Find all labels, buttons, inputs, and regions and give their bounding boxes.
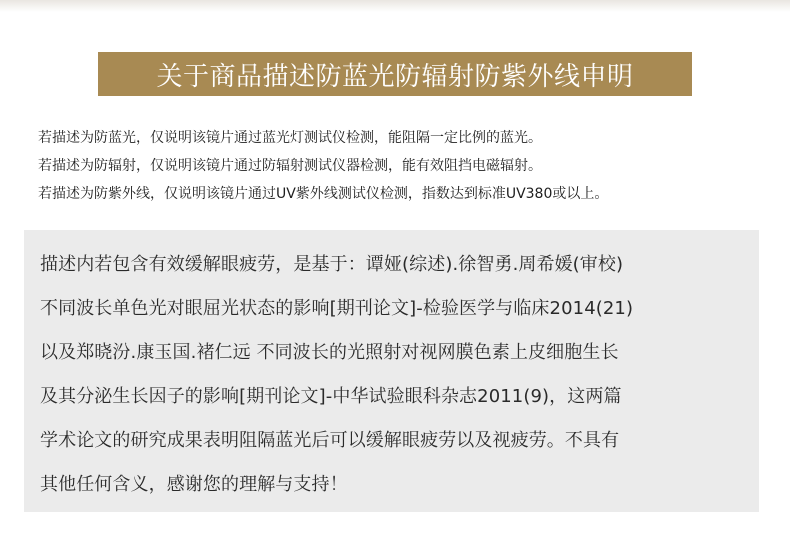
note-line: 以及郑晓汾.康玉国.褚仁远 不同波长的光照射对视网膜色素上皮细胞生长 — [40, 342, 619, 363]
note-line: 描述内若包含有效缓解眼疲劳，是基于：谭娅(综述).徐智勇.周希媛(审校) — [40, 254, 624, 275]
statement-uv: 若描述为防紫外线，仅说明该镜片通过UV紫外线测试仪检测，指数达到标准UV380或以上。 — [38, 186, 609, 202]
top-shade — [0, 0, 790, 12]
disclaimer-statements — [38, 124, 768, 208]
eye-fatigue-note — [24, 230, 759, 512]
statement-blue-light: 若描述为防蓝光，仅说明该镜片通过蓝光灯测试仪检测，能阻隔一定比例的蓝光。 — [38, 130, 542, 146]
note-line: 不同波长单色光对眼屈光状态的影响[期刊论文]-检验医学与临床2014(21) — [40, 298, 634, 319]
page-title: 关于商品描述防蓝光防辐射防紫外线申明 — [156, 61, 634, 92]
note-line: 其他任何含义，感谢您的理解与支持！ — [40, 474, 348, 495]
note-line: 及其分泌生长因子的影响[期刊论文]-中华试验眼科杂志2011(9)，这两篇 — [40, 386, 622, 407]
note-line: 学术论文的研究成果表明阻隔蓝光后可以缓解眼疲劳以及视疲劳。不具有 — [40, 430, 620, 451]
title-banner — [98, 52, 692, 96]
statement-radiation: 若描述为防辐射，仅说明该镜片通过防辐射测试仪器检测，能有效阻挡电磁辐射。 — [38, 158, 542, 174]
